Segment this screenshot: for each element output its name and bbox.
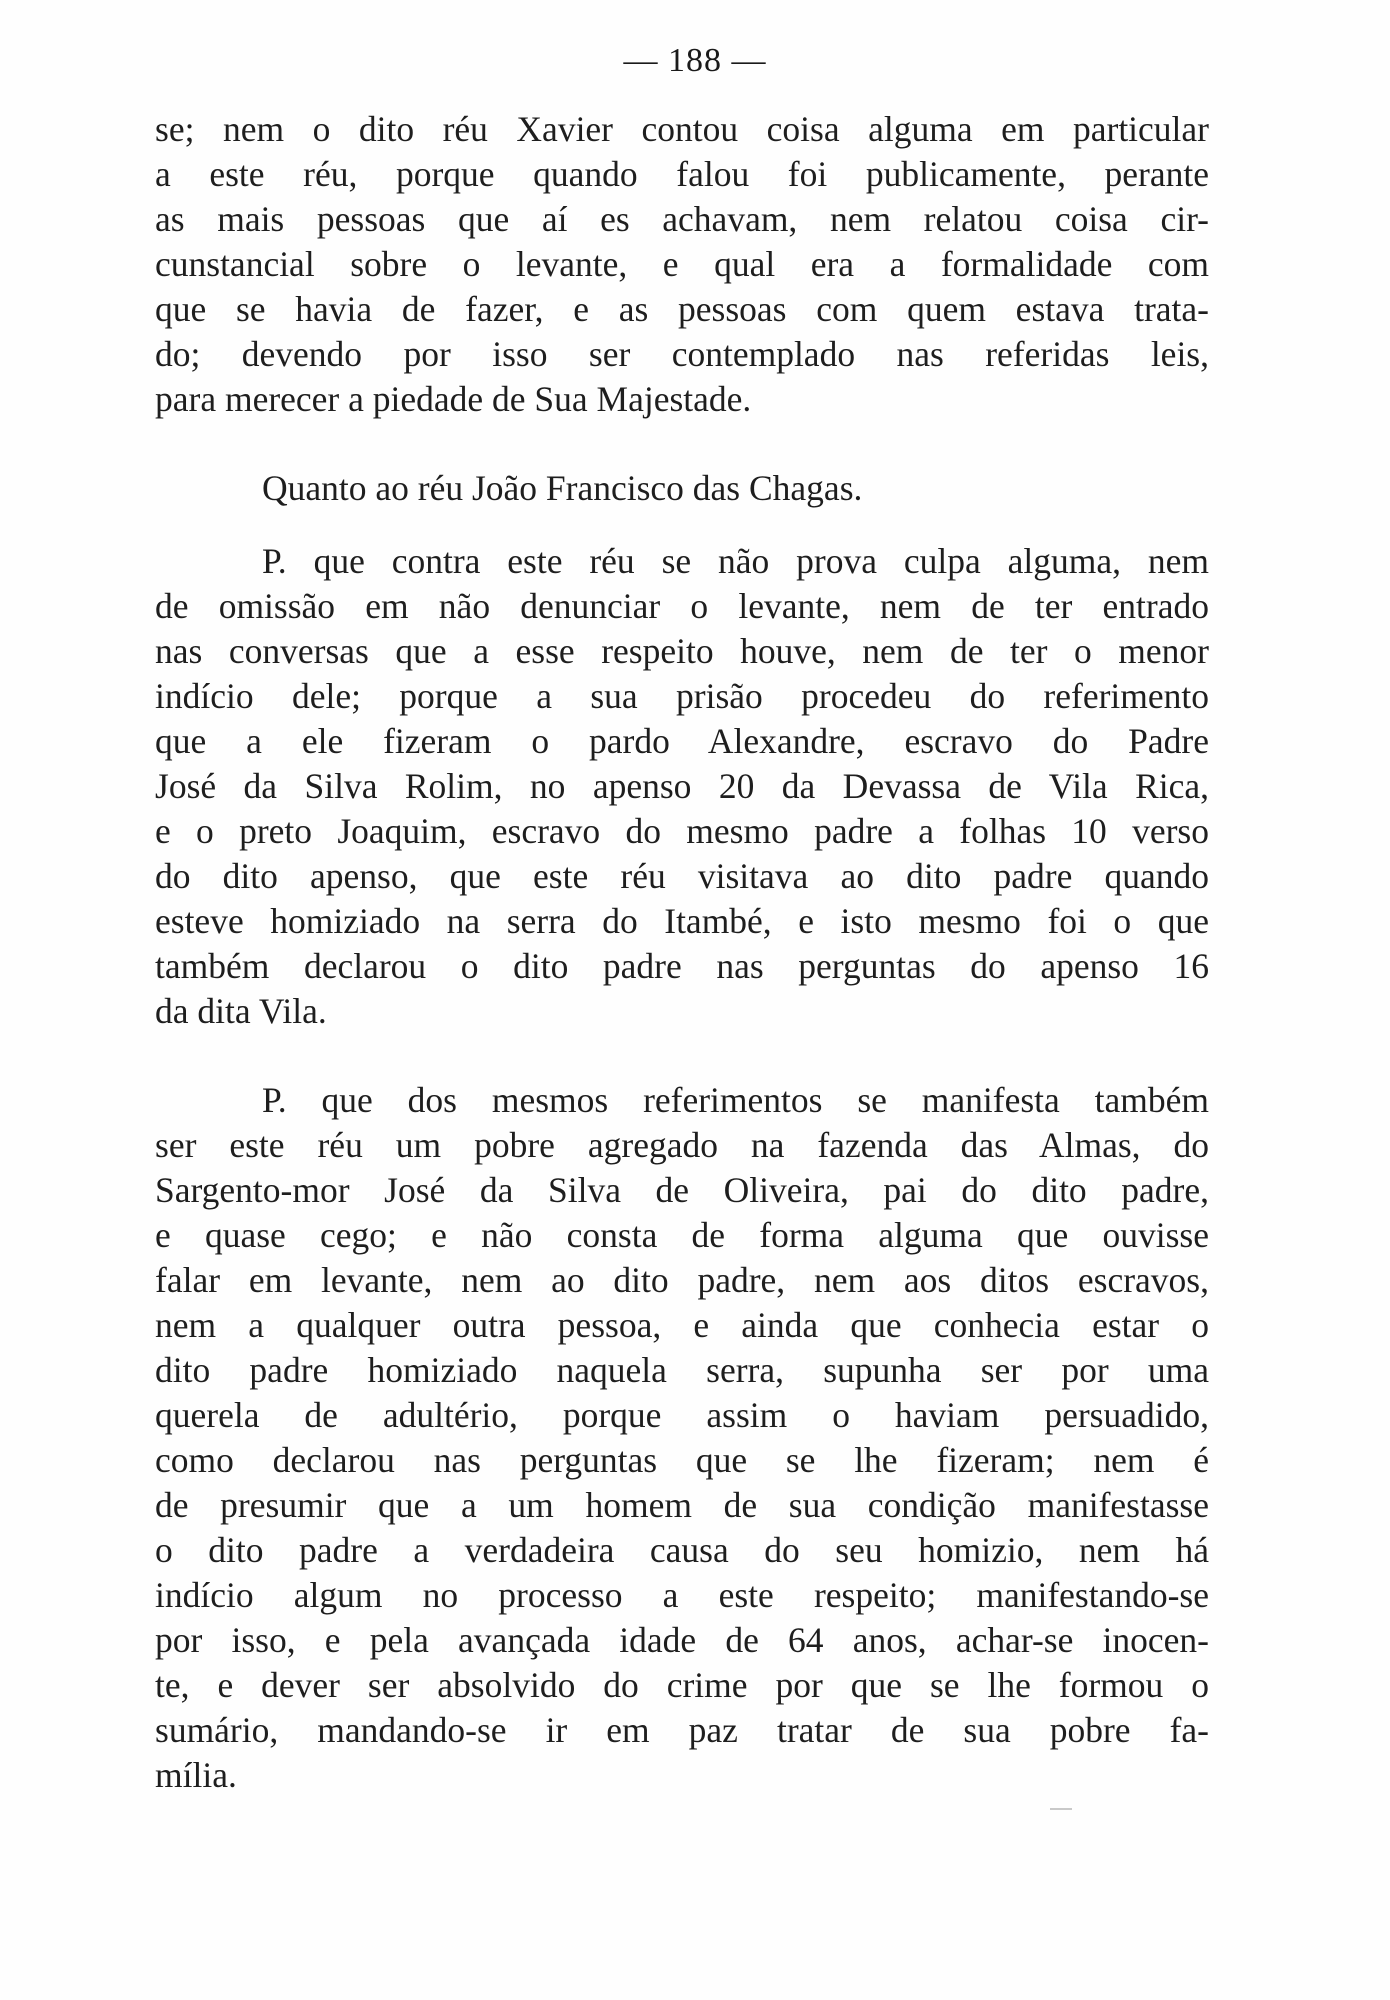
text-line: como declarou nas perguntas que se lhe fizeram; nem é: [155, 1440, 1209, 1480]
text-line: por isso, e pela avançada idade de 64 anos, achar-se inocen-: [155, 1620, 1209, 1660]
text-line: a este réu, porque quando falou foi publicamente, perante: [155, 154, 1209, 194]
text-line: e quase cego; e não consta de forma alguma que ouvisse: [155, 1215, 1209, 1255]
text-line: querela de adultério, porque assim o haviam persuadido,: [155, 1395, 1209, 1435]
text-line: P. que dos mesmos referimentos se manifesta também: [262, 1080, 1209, 1120]
text-line: de omissão em não denunciar o levante, nem de ter entrado: [155, 586, 1209, 626]
text-line: do; devendo por isso ser contemplado nas referidas leis,: [155, 334, 1209, 374]
text-line: esteve homiziado na serra do Itambé, e isto mesmo foi o que: [155, 901, 1209, 941]
text-line: se; nem o dito réu Xavier contou coisa alguma em particular: [155, 109, 1209, 149]
text-line: Sargento-mor José da Silva de Oliveira, pai do dito padre,: [155, 1170, 1209, 1210]
text-line: da dita Vila.: [155, 991, 327, 1031]
text-line: sumário, mandando-se ir em paz tratar de sua pobre fa-: [155, 1710, 1209, 1750]
text-line: indício dele; porque a sua prisão procedeu do referimento: [155, 676, 1209, 716]
text-line: as mais pessoas que aí es achavam, nem relatou coisa cir-: [155, 199, 1209, 239]
text-line: mília.: [155, 1755, 237, 1795]
text-line: ser este réu um pobre agregado na fazenda das Almas, do: [155, 1125, 1209, 1165]
text-line: cunstancial sobre o levante, e qual era a formalidade com: [155, 244, 1209, 284]
page-number: — 188 —: [623, 42, 767, 79]
text-line: também declarou o dito padre nas perguntas do apenso 16: [155, 946, 1209, 986]
text-line: e o preto Joaquim, escravo do mesmo padre a folhas 10 verso: [155, 811, 1209, 851]
text-line: nem a qualquer outra pessoa, e ainda que conhecia estar o: [155, 1305, 1209, 1345]
text-line: P. que contra este réu se não prova culpa alguma, nem: [262, 541, 1209, 581]
text-line: indício algum no processo a este respeito; manifestando-se: [155, 1575, 1209, 1615]
text-line: do dito apenso, que este réu visitava ao dito padre quando: [155, 856, 1209, 896]
printer-mark: [1050, 1808, 1072, 1810]
text-line: nas conversas que a esse respeito houve, nem de ter o menor: [155, 631, 1209, 671]
text-line: o dito padre a verdadeira causa do seu homizio, nem há: [155, 1530, 1209, 1570]
text-line: para merecer a piedade de Sua Majestade.: [155, 379, 752, 419]
text-line: dito padre homiziado naquela serra, supunha ser por uma: [155, 1350, 1209, 1390]
text-line: de presumir que a um homem de sua condição manifestasse: [155, 1485, 1209, 1525]
text-line: te, e dever ser absolvido do crime por que se lhe formou o: [155, 1665, 1209, 1705]
text-line: que a ele fizeram o pardo Alexandre, escravo do Padre: [155, 721, 1209, 761]
text-line: falar em levante, nem ao dito padre, nem aos ditos escravos,: [155, 1260, 1209, 1300]
text-line: que se havia de fazer, e as pessoas com quem estava trata-: [155, 289, 1209, 329]
text-line: José da Silva Rolim, no apenso 20 da Devassa de Vila Rica,: [155, 766, 1209, 806]
section-heading: Quanto ao réu João Francisco das Chagas.: [262, 468, 863, 508]
